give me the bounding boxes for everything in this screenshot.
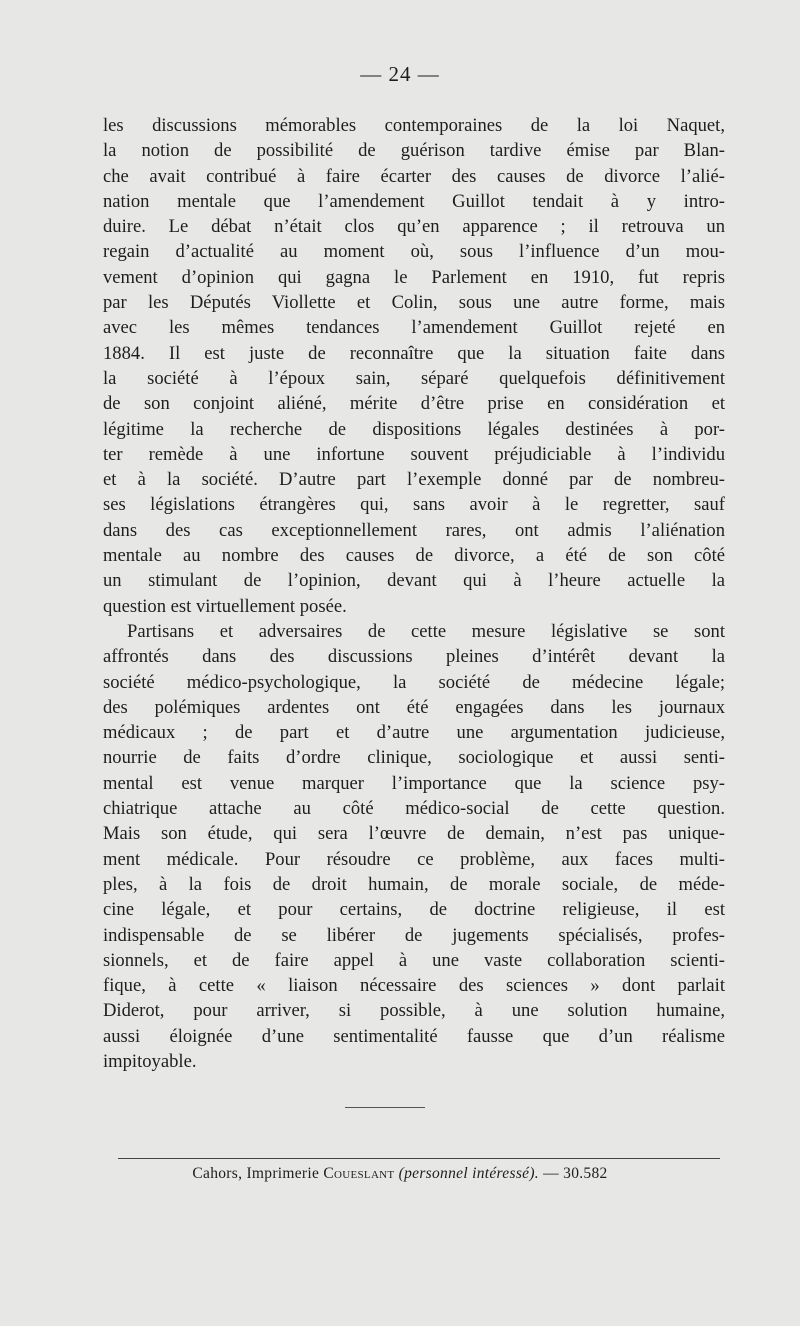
text-line: chiatrique attache au côté médico-social de cette question. <box>103 798 725 820</box>
text-line: fique, à cette « liaison nécessaire des sciences » dont parlait <box>103 975 725 997</box>
text-line: un stimulant de l’opinion, devant qui à l’heure actuelle la <box>103 570 725 592</box>
text-line: dans des cas exceptionnellement rares, ont admis l’aliénation <box>103 519 725 541</box>
text-line: mentale au nombre des causes de divorce, a été de son côté <box>103 545 725 567</box>
text-line: regain d’actualité au moment où, sous l’influence d’un mou- <box>103 241 725 263</box>
text-line: la société à l’époux sain, séparé quelquefois définitivement <box>103 367 725 389</box>
text-line: des polémiques ardentes ont été engagées dans les journaux <box>103 696 725 718</box>
text-line: indispensable de se libérer de jugements spécialisés, profes- <box>103 924 725 946</box>
text-line: avec les mêmes tendances l’amendement Guillot rejeté en <box>103 317 725 339</box>
page-number: — 24 — <box>360 62 440 86</box>
text-line: impitoyable. <box>103 1050 197 1072</box>
colophon-number: 30.582 <box>563 1165 608 1182</box>
text-line: médicaux ; de part et d’autre une argumentation judicieuse, <box>103 722 725 744</box>
text-line: par les Députés Viollette et Colin, sous une autre forme, mais <box>103 292 725 314</box>
text-line: Diderot, pour arriver, si possible, à une solution humaine, <box>103 1000 725 1022</box>
text-line: sionnels, et de faire appel à une vaste collaboration scienti- <box>103 949 725 971</box>
footer-rule <box>118 1158 720 1159</box>
text-line: affrontés dans des discussions pleines d’intérêt devant la <box>103 646 725 668</box>
text-line: nourrie de faits d’ordre clinique, sociologique et aussi senti- <box>103 747 725 769</box>
text-line: société médico-psychologique, la société de médecine légale; <box>103 671 725 693</box>
colophon-printer: Coueslant <box>323 1165 395 1182</box>
text-line: Partisans et adversaires de cette mesure législative se sont <box>127 620 725 642</box>
text-line: cine légale, et pour certains, de doctrine religieuse, il est <box>103 899 725 921</box>
text-line: légitime la recherche de dispositions légales destinées à por- <box>103 418 725 440</box>
text-line: la notion de possibilité de guérison tardive émise par Blan- <box>103 140 725 162</box>
body-text <box>103 113 725 1074</box>
paragraph-2 <box>103 619 725 1074</box>
colophon-dash: — <box>543 1165 559 1182</box>
text-line: 1884. Il est juste de reconnaître que la situation faite dans <box>103 342 725 364</box>
text-line: che avait contribué à faire écarter des causes de divorce l’alié- <box>103 165 725 187</box>
text-line: et à la société. D’autre part l’exemple donné par de nombreu- <box>103 469 725 491</box>
text-line: Mais son étude, qui sera l’œuvre de demain, n’est pas unique- <box>103 823 725 845</box>
text-line: aussi éloignée d’une sentimentalité fausse que d’un réalisme <box>103 1025 725 1047</box>
text-line: ter remède à une infortune souvent préjudiciable à l’individu <box>103 443 725 465</box>
text-line: question est virtuellement posée. <box>103 595 347 617</box>
text-line: vement d’opinion qui gagna le Parlement en 1910, fut repris <box>103 266 725 288</box>
text-line: de son conjoint aliéné, mérite d’être prise en considération et <box>103 393 725 415</box>
text-line: duire. Le débat n’était clos qu’en apparence ; il retrouva un <box>103 216 725 238</box>
text-line: mental est venue marquer l’importance que la science psy- <box>103 772 725 794</box>
colophon-note: (personnel intéressé). <box>398 1165 539 1182</box>
colophon-place: Cahors, Imprimerie <box>192 1165 320 1182</box>
section-divider <box>345 1107 425 1108</box>
paragraph-1 <box>103 113 725 619</box>
text-line: les discussions mémorables contemporaines de la loi Naquet, <box>103 115 725 136</box>
text-line: ples, à la fois de droit humain, de morale sociale, de méde- <box>103 873 725 895</box>
text-line: ment médicale. Pour résoudre ce problème, aux faces multi- <box>103 848 725 870</box>
text-line: nation mentale que l’amendement Guillot tendait à y intro- <box>103 190 725 212</box>
text-line: ses législations étrangères qui, sans avoir à le regretter, sauf <box>103 494 725 516</box>
printer-colophon <box>0 1165 800 1183</box>
